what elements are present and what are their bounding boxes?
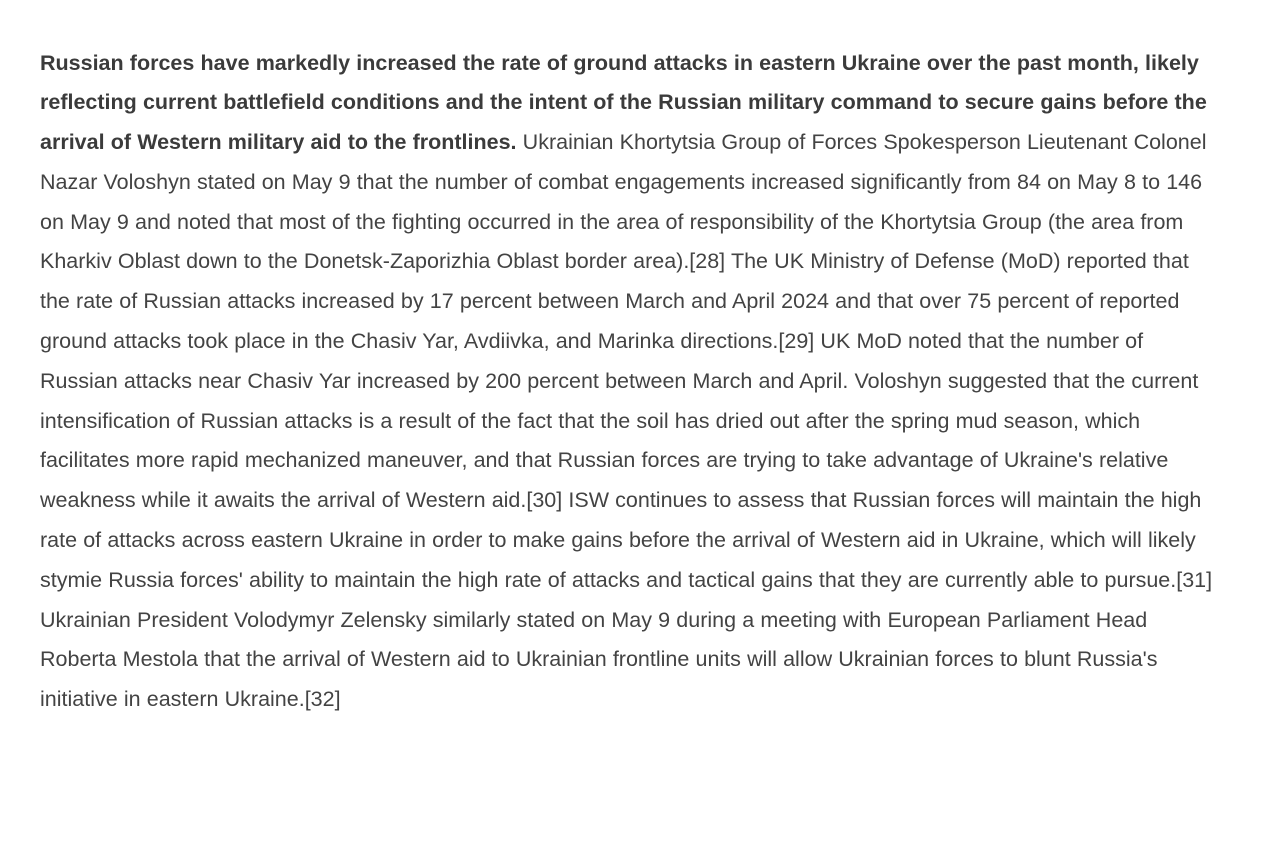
- paragraph-body-text: Ukrainian Khortytsia Group of Forces Spokesperson Lieutenant Colonel Nazar Voloshyn stated on May 9 that the number of combat engagements increased significantly from 84 on May 8 to 146 on May 9 and noted that most of the fighting occurred in the area of responsibility of the Khortytsia Group (the area from Kharkiv Oblast down to the Donetsk-Zaporizhia Oblast border area).[28] The UK Ministry of Defense (MoD) reported that the rate of Russian attacks increased by 17 percent between March and April 2024 and that over 75 percent of reported ground attacks took place in the Chasiv Yar, Avdiivka, and Marinka directions.[29] UK MoD noted that the number of Russian attacks near Chasiv Yar increased by 200 percent between March and April. Voloshyn suggested that the current intensification of Russian attacks is a result of the fact that the soil has dried out after the spring mud season, which facilitates more rapid mechanized maneuver, and that Russian forces are trying to take advantage of Ukraine's relative weakness while it awaits the arrival of Western aid.[30] ISW continues to assess that Russian forces will maintain the high rate of attacks across eastern Ukraine in order to make gains before the arrival of Western aid in Ukraine, which will likely stymie Russia forces' ability to maintain the high rate of attacks and tactical gains that they are currently able to pursue.[31] Ukrainian President Volodymyr Zelensky similarly stated on May 9 during a meeting with European Parliament Head Roberta Mestola that the arrival of Western aid to Ukrainian frontline units will allow Ukrainian forces to blunt Russia's initiative in eastern Ukraine.[32]: [40, 130, 1213, 712]
- assessment-paragraph: [40, 44, 1220, 721]
- paragraph-lead-sentence: Russian forces have markedly increased the rate of ground attacks in eastern Ukraine over the past month, likely reflecting current battlefield conditions and the intent of the Russian military command to secure gains before the arrival of Western military aid to the frontlines.: [40, 50, 1207, 155]
